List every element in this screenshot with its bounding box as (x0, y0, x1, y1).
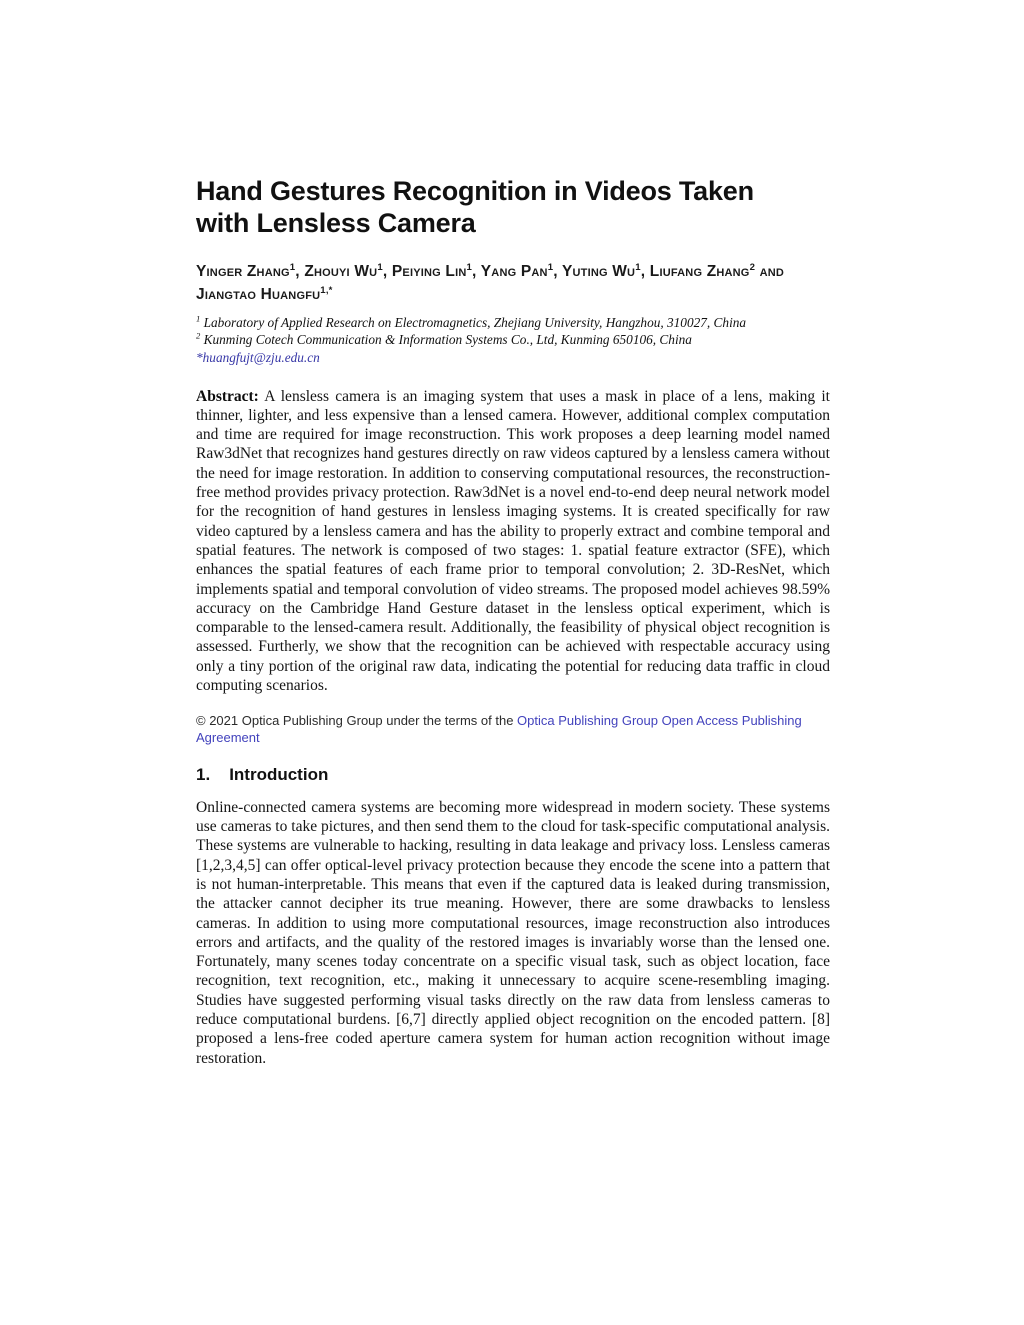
author-name: Liufang Zhang$^2$ and (649, 261, 785, 280)
email-link[interactable]: *huangfujt@zju.edu.cn (196, 349, 320, 365)
author-name: Zhouyi Wu$^1$, (304, 261, 392, 280)
author-affiliation-superscript: 1 (289, 261, 296, 273)
author-affiliation-superscript: 1 (547, 261, 554, 273)
author-name: Jiangtao Huangfu$^{1,*}$ (196, 284, 333, 303)
paper-page (196, 176, 830, 1068)
author-name: Yang Pan$^1$, (480, 261, 562, 280)
author-affiliation-superscript: 1 (635, 261, 641, 273)
author-separator: and (755, 262, 785, 280)
section-heading-introduction (196, 765, 830, 785)
affiliation-superscript: 2 (196, 330, 201, 341)
author-name: Yinger Zhang$^1$, (196, 261, 305, 280)
copyright-agreement-link[interactable]: Optica Publishing Group Open Access Publishing Agreement (196, 713, 802, 746)
paper-title: Hand Gestures Recognition in Videos Taken with Lensless Camera (196, 176, 754, 238)
abstract-text: A lensless camera is an imaging system that uses a mask in place of a lens, making it thinner, lighter, and less expensive than a lensed camera. However, additional complex computation and time are required for image reconstruction. This work proposes a deep learning model named Raw3dNet that recognizes hand gestures directly on raw videos captured by a lensless camera without the need for image restoration. In addition to conserving computational resources, the reconstruction-free method provides privacy protection. Raw3dNet is a novel end-to-end deep neural network model for the recognition of hand gestures in lensless imaging systems. It is created specifically for raw video captured by a lensless camera and has the ability to properly extract and combine temporal and spatial features. The network is composed of two stages: 1. spatial feature extractor (SFE), which enhances the spatial features of each frame prior to temporal convolution; 2. 3D-ResNet, which implements spatial and temporal convolution of video streams. The proposed model achieves 98.59% accuracy on the Cambridge Hand Gesture dataset in the lensless optical experiment, which is comparable to the lensed-camera result. Additionally, the feasibility of physical object recognition is assessed. Furtherly, we show that the recognition can be achieved with respectable accuracy using only a tiny portion of the original raw data, indicating the potential for reducing data traffic in cloud computing scenarios. (196, 387, 830, 695)
corresponding-email-line (196, 349, 830, 366)
affiliation-superscript: 1 (196, 313, 201, 324)
affiliation-block (196, 314, 830, 366)
introduction-paragraph: Online-connected camera systems are becoming more widespread in modern society. These systems use cameras to take pictures, and then send them to the cloud for task-specific computational analysis. These systems are vulnerable to hacking, resulting in data leakage and privacy loss. Lensless cameras [1,2,3,4,5] can offer optical-level privacy protection because they encode the scene into a pattern that is not human-interpretable. This means that even if the captured data is leaked during transmission, the attacker cannot decipher its true meaning. However, there are some drawbacks to lensless cameras. In addition to using more computational resources, image reconstruction also introduces errors and artifacts, and the quality of the restored images is invariably worse than the lensed one. Fortunately, many scenes today concentrate on a specific visual task, such as object location, face recognition, text recognition, etc., making it unnecessary to acquire scene-resembling imaging. Studies have suggested performing visual tasks directly on the raw data from lensless cameras to reduce computational burdens. [6,7] directly applied object recognition on the encoded pattern. [8] proposed a lens-free coded aperture camera system for human action recognition without image restoration. (196, 798, 830, 1067)
affiliation: $^2$ Kunming Cotech Communication & Information Systems Co., Ltd, Kunming 650106, China (196, 330, 692, 347)
author-affiliation-superscript: 1,* (320, 284, 333, 296)
author-separator: , (640, 262, 650, 280)
author-affiliation-superscript: 1 (377, 261, 383, 273)
author-name: Peiying Lin$^1$, (391, 261, 481, 280)
author-separator: , (382, 262, 392, 280)
author-affiliation-superscript: 1 (466, 261, 473, 273)
author-separator: , (472, 262, 481, 280)
section-title: Introduction (229, 765, 329, 785)
author-name: Yuting Wu$^1$, (561, 261, 650, 280)
affiliation: $^1$ Laboratory of Applied Research on Electromagnetics, Zhejiang University, Hangzhou, 310027, China (196, 313, 747, 330)
copyright-text: © 2021 Optica Publishing Group under the terms of the (196, 713, 518, 729)
author-list (196, 261, 830, 307)
section-number: 1. (196, 765, 211, 785)
author-separator: , (295, 262, 305, 280)
author-separator: , (553, 262, 562, 280)
abstract-label: Abstract: (196, 387, 259, 405)
abstract-paragraph (196, 387, 830, 696)
author-affiliation-superscript: 2 (749, 261, 756, 273)
copyright-notice (196, 712, 830, 746)
